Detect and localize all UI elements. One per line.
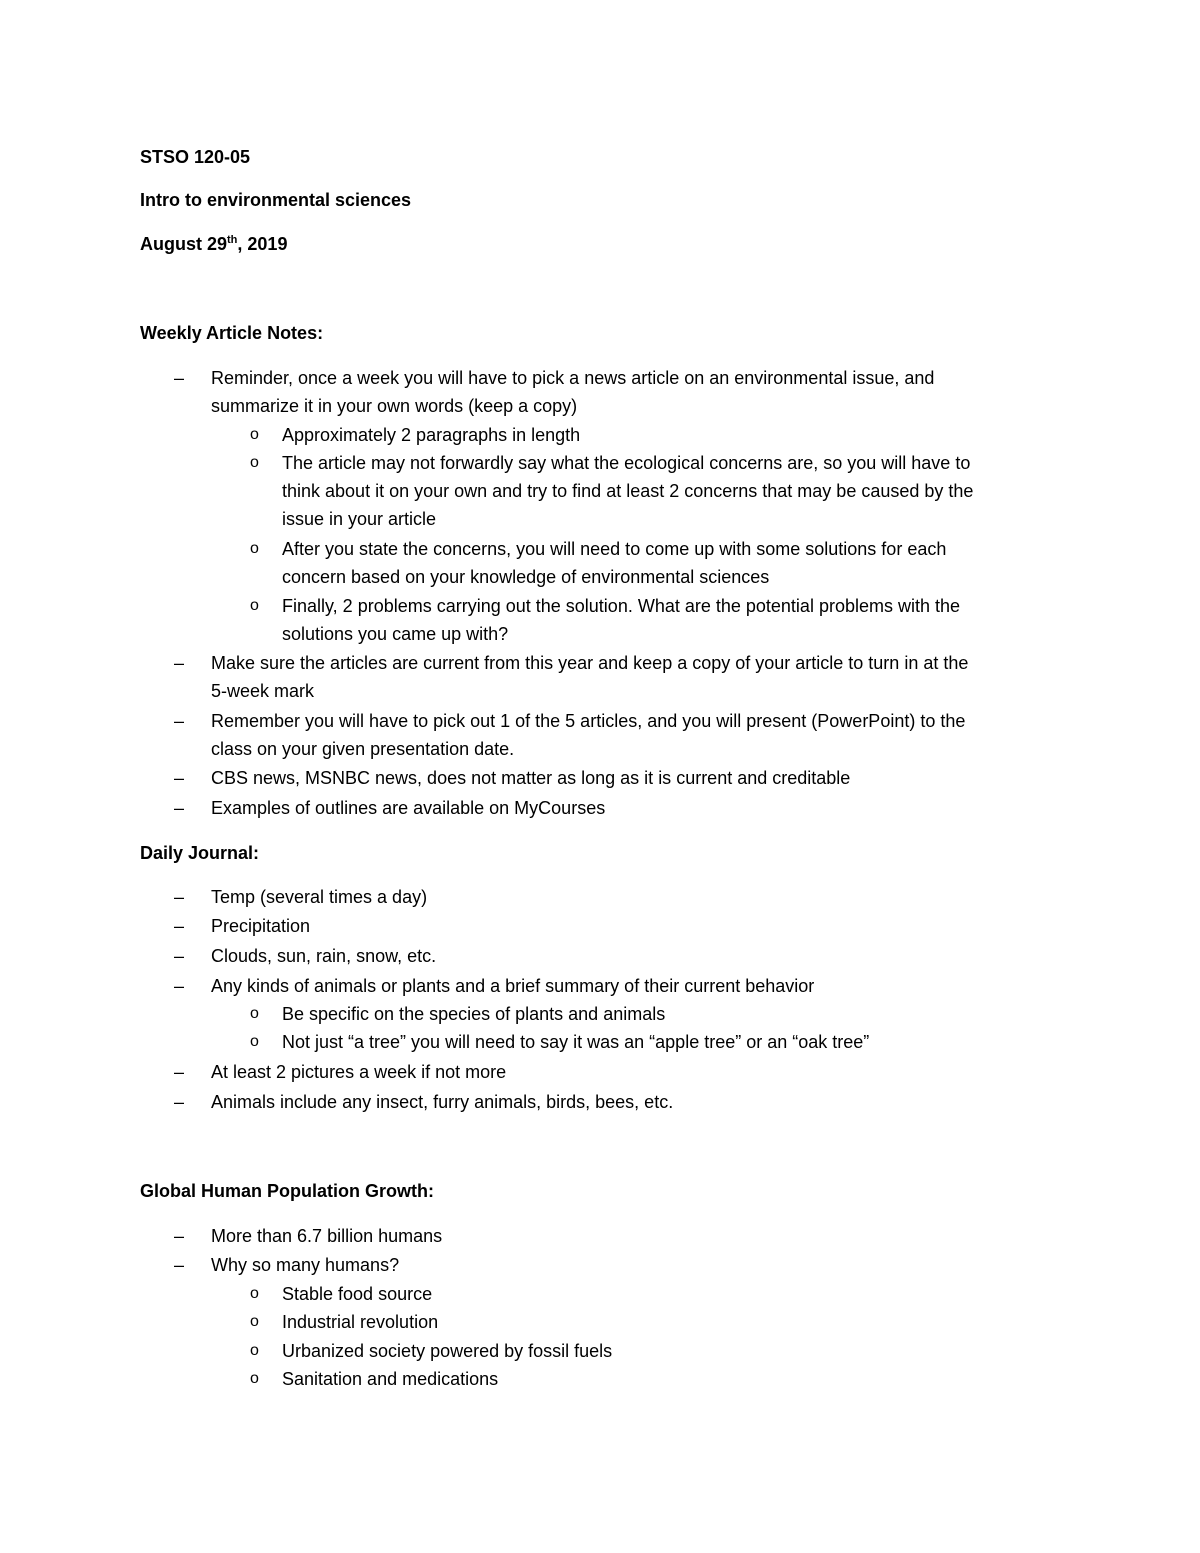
weekly-item-5: Examples of outlines are available on MyCourses [211, 798, 606, 818]
dash-bullet: – [174, 368, 185, 388]
dash-bullet: – [174, 768, 185, 788]
weekly-sub-1: Approximately 2 paragraphs in length [282, 425, 581, 445]
population-sub-2: Industrial revolution [282, 1312, 439, 1332]
weekly-item-3-line-1: Remember you will have to pick out 1 of the 5 articles, and you will present (PowerPoint) to the [211, 711, 966, 731]
dash-bullet: – [174, 653, 185, 673]
journal-item-6: Animals include any insect, furry animals, birds, bees, etc. [211, 1092, 674, 1112]
dash-bullet: – [174, 1062, 185, 1082]
weekly-sub-2-line-2: think about it on your own and try to find at least 2 concerns that may be caused by the [282, 481, 974, 501]
course-code: STSO 120-05 [140, 147, 251, 167]
circle-bullet: o [250, 426, 259, 443]
population-item-2: Why so many humans? [211, 1255, 400, 1275]
circle-bullet: o [250, 454, 259, 471]
population-item-1: More than 6.7 billion humans [211, 1226, 443, 1246]
population-sub-4: Sanitation and medications [282, 1369, 499, 1389]
lecture-date [140, 233, 287, 255]
dash-bullet: – [174, 711, 185, 731]
dash-bullet: – [174, 887, 185, 907]
course-title: Intro to environmental sciences [140, 190, 412, 210]
weekly-sub-2-line-1: The article may not forwardly say what the ecological concerns are, so you will have to [282, 453, 971, 473]
weekly-sub-4-line-1: Finally, 2 problems carrying out the solution. What are the potential problems with the [282, 596, 961, 616]
weekly-item-2-line-2: 5-week mark [211, 681, 315, 701]
weekly-item-1-line-1: Reminder, once a week you will have to pick a news article on an environmental issue, and [211, 368, 935, 388]
dash-bullet: – [174, 946, 185, 966]
weekly-item-3-line-2: class on your given presentation date. [211, 739, 515, 759]
weekly-item-1-line-2: summarize it in your own words (keep a copy) [211, 396, 578, 416]
journal-sub-2: Not just “a tree” you will need to say it was an “apple tree” or an “oak tree” [282, 1032, 870, 1052]
dash-bullet: – [174, 1092, 185, 1112]
weekly-item-2-line-1: Make sure the articles are current from this year and keep a copy of your article to turn in at the [211, 653, 969, 673]
journal-item-1: Temp (several times a day) [211, 887, 428, 907]
population-heading: Global Human Population Growth: [140, 1181, 434, 1201]
journal-item-2: Precipitation [211, 916, 311, 936]
journal-heading: Daily Journal: [140, 843, 260, 863]
journal-sub-1: Be specific on the species of plants and animals [282, 1004, 666, 1024]
circle-bullet: o [250, 1370, 259, 1387]
population-sub-1: Stable food source [282, 1284, 433, 1304]
journal-item-3: Clouds, sun, rain, snow, etc. [211, 946, 437, 966]
dash-bullet: – [174, 916, 185, 936]
journal-item-4: Any kinds of animals or plants and a brief summary of their current behavior [211, 976, 815, 996]
weekly-sub-4-line-2: solutions you came up with? [282, 624, 509, 644]
circle-bullet: o [250, 597, 259, 614]
circle-bullet: o [250, 1285, 259, 1302]
population-sub-3: Urbanized society powered by fossil fuels [282, 1341, 613, 1361]
weekly-heading: Weekly Article Notes: [140, 323, 324, 343]
circle-bullet: o [250, 1033, 259, 1050]
dash-bullet: – [174, 976, 185, 996]
dash-bullet: – [174, 1226, 185, 1246]
weekly-sub-3-line-1: After you state the concerns, you will need to come up with some solutions for each [282, 539, 947, 559]
weekly-sub-3-line-2: concern based on your knowledge of environmental sciences [282, 567, 770, 587]
journal-item-5: At least 2 pictures a week if not more [211, 1062, 507, 1082]
circle-bullet: o [250, 1005, 259, 1022]
date-suffix: , 2019 [237, 234, 288, 254]
circle-bullet: o [250, 540, 259, 557]
circle-bullet: o [250, 1342, 259, 1359]
weekly-sub-2-line-3: issue in your article [282, 509, 437, 529]
circle-bullet: o [250, 1313, 259, 1330]
date-superscript: th [227, 234, 238, 246]
dash-bullet: – [174, 798, 185, 818]
weekly-item-4: CBS news, MSNBC news, does not matter as long as it is current and creditable [211, 768, 851, 788]
date-prefix: August 29 [140, 234, 228, 254]
dash-bullet: – [174, 1255, 185, 1275]
